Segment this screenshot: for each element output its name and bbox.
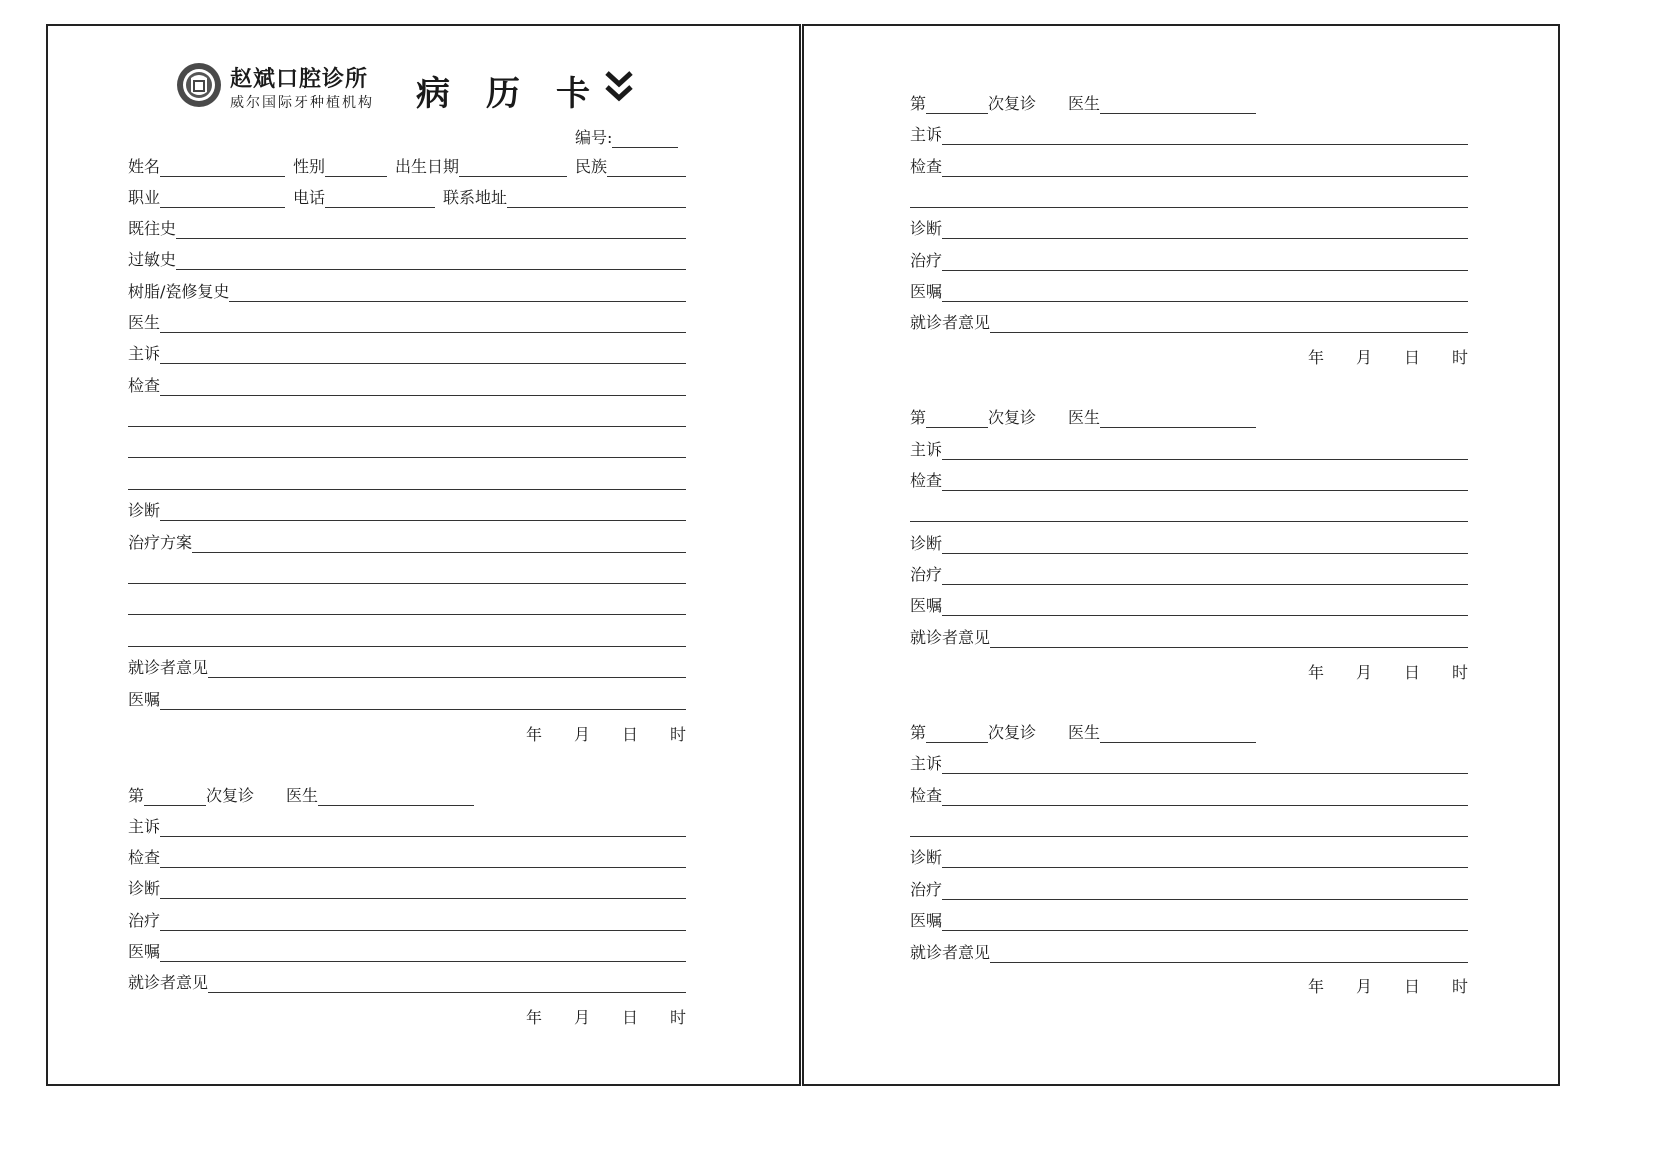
followup-signature-date [1210,974,1468,994]
address-label: 联系地址 [443,188,508,207]
restoration-history-row [128,280,686,302]
exam-label: 检查 [128,376,161,395]
followup-treatment-field[interactable] [942,879,1468,900]
followup-diagnosis-field[interactable] [942,847,1468,868]
followup-diagnosis-row [910,217,1468,239]
followup-treatment-field[interactable] [942,250,1468,271]
followup-complaint-field[interactable] [942,124,1468,145]
followup-exam-row [910,155,1468,177]
followup-opinion-label: 就诊者意见 [910,628,991,647]
followup-opinion-row [910,626,1468,648]
followup-advice-field[interactable] [942,281,1468,302]
followup-exam-field[interactable] [942,156,1468,177]
occupation-field[interactable] [160,187,285,208]
followup-diagnosis-label: 诊断 [128,879,161,898]
exam-row [128,374,686,396]
followup-diagnosis-row [910,846,1468,868]
followup-signature-date [1210,345,1468,365]
birth-date-field[interactable] [459,156,567,177]
treatment-plan-line-3 [128,593,686,615]
followup-header [910,721,1256,743]
followup-exam-row [128,846,686,868]
followup-treatment-label: 治疗 [910,251,943,270]
day-label: 日 [1403,977,1420,996]
followup-doctor-label: 医生 [1068,723,1101,742]
followup-treatment-field[interactable] [942,564,1468,585]
name-label: 姓名 [128,157,161,176]
diagnosis-row [128,499,686,521]
patient-opinion-row [128,656,686,678]
clinic-subtitle: 威尔国际牙种植机构 [230,95,374,111]
followup-opinion-field[interactable] [990,312,1468,333]
day-label: 日 [1403,663,1420,682]
followup-advice-label: 医嘱 [910,911,943,930]
patient-opinion-label: 就诊者意见 [128,658,209,677]
hour-label: 时 [669,1008,686,1027]
year-label: 年 [1307,348,1324,367]
followup-diagnosis-label: 诊断 [910,848,943,867]
exam-line-2 [128,405,686,427]
phone-field[interactable] [325,187,435,208]
followup-complaint-field[interactable] [942,439,1468,460]
exam-field-3[interactable] [128,437,686,458]
year-label: 年 [1307,977,1324,996]
month-label: 月 [573,725,590,744]
day-label: 日 [621,725,638,744]
followup-exam-label: 检查 [910,157,943,176]
followup-diagnosis-row [128,877,686,899]
followup-treatment-field[interactable] [160,910,686,931]
exam-line-4 [128,468,686,490]
followup-exam-field-2[interactable] [910,816,1468,837]
followup-exam-label: 检查 [128,848,161,867]
followup-suffix: 次复诊 [988,94,1037,113]
followup-doctor-label: 医生 [286,786,319,805]
followup-number-field[interactable] [926,722,988,743]
serial-label: 编号: [575,128,613,147]
followup-doctor-field[interactable] [1100,407,1256,428]
followup-opinion-field[interactable] [208,972,686,993]
hour-label: 时 [1451,348,1468,367]
followup-advice-label: 医嘱 [910,596,943,615]
signature-date [428,722,686,742]
followup-complaint-field[interactable] [160,816,686,837]
followup-opinion-field[interactable] [990,627,1468,648]
followup-advice-label: 医嘱 [910,282,943,301]
followup-treatment-label: 治疗 [910,880,943,899]
gender-field[interactable] [325,156,387,177]
day-label: 日 [621,1008,638,1027]
followup-complaint-label: 主诉 [910,440,943,459]
followup-treatment-row [128,909,686,931]
followup-number-field[interactable] [926,407,988,428]
patient-opinion-field[interactable] [208,657,686,678]
followup-diagnosis-field[interactable] [942,218,1468,239]
medical-history-label: 既往史 [128,219,177,238]
treatment-plan-row [128,531,686,553]
identity-row-1 [128,155,686,177]
followup-diagnosis-label: 诊断 [910,534,943,553]
followup-complaint-row [128,815,686,837]
hour-label: 时 [1451,977,1468,996]
year-label: 年 [1307,663,1324,682]
exam-field-4[interactable] [128,469,686,490]
treatment-plan-line-4 [128,625,686,647]
followup-advice-row [910,909,1468,931]
complaint-field[interactable] [160,343,686,364]
treatment-plan-field-3[interactable] [128,594,686,615]
followup-exam-field[interactable] [942,785,1468,806]
followup-exam-line-2 [910,186,1468,208]
allergy-history-row [128,248,686,270]
followup-diagnosis-field[interactable] [160,878,686,899]
birth-date-label: 出生日期 [395,157,460,176]
followup-advice-row [910,594,1468,616]
followup-header [910,92,1256,114]
gender-label: 性别 [293,157,326,176]
hour-label: 时 [669,725,686,744]
followup-diagnosis-field[interactable] [942,533,1468,554]
followup-treatment-row [910,878,1468,900]
ethnicity-label: 民族 [575,157,608,176]
followup-doctor-field[interactable] [318,785,474,806]
followup-exam-label: 检查 [910,786,943,805]
followup-exam-label: 检查 [910,471,943,490]
followup-complaint-row [910,438,1468,460]
followup-exam-field[interactable] [942,470,1468,491]
followup-advice-label: 医嘱 [128,942,161,961]
exam-line-3 [128,436,686,458]
followup-doctor-label: 医生 [1068,408,1101,427]
treatment-plan-field-2[interactable] [128,563,686,584]
followup-exam-row [910,784,1468,806]
followup-suffix: 次复诊 [988,408,1037,427]
serial-field[interactable] [612,127,678,148]
followup-exam-field[interactable] [160,847,686,868]
followup-exam-row [910,469,1468,491]
followup-opinion-row [910,311,1468,333]
followup-diagnosis-row [910,532,1468,554]
followup-signature-date [428,1005,686,1025]
complaint-label: 主诉 [128,344,161,363]
followup-advice-row [128,940,686,962]
followup-opinion-row [128,971,686,993]
followup-suffix: 次复诊 [206,786,255,805]
restoration-history-field[interactable] [229,281,686,302]
ethnicity-field[interactable] [607,156,686,177]
followup-number-field[interactable] [926,93,988,114]
exam-field[interactable] [160,375,686,396]
followup-exam-field-2[interactable] [910,187,1468,208]
month-label: 月 [1355,663,1372,682]
restoration-history-label: 树脂/瓷修复史 [128,282,230,301]
identity-row-2 [128,186,686,208]
diagnosis-field[interactable] [160,500,686,521]
followup-opinion-field[interactable] [990,942,1468,963]
followup-doctor-field[interactable] [1100,93,1256,114]
exam-field-2[interactable] [128,406,686,427]
followup-opinion-row [910,941,1468,963]
allergy-history-label: 过敏史 [128,250,177,269]
medical-history-row [128,217,686,239]
followup-complaint-row [910,123,1468,145]
followup-opinion-label: 就诊者意见 [128,973,209,992]
medical-history-field[interactable] [176,218,686,239]
year-label: 年 [525,725,542,744]
followup-doctor-label: 医生 [1068,94,1101,113]
followup-suffix: 次复诊 [988,723,1037,742]
serial-number-row [575,126,678,148]
double-chevron-down-icon [604,70,634,104]
followup-header [910,406,1256,428]
followup-exam-line-2 [910,500,1468,522]
clinic-logo-icon [176,62,222,108]
occupation-label: 职业 [128,188,161,207]
doctor-label: 医生 [128,313,161,332]
doctor-row [128,311,686,333]
followup-advice-row [910,280,1468,302]
month-label: 月 [1355,348,1372,367]
card-title: 病历卡 [416,74,626,114]
year-label: 年 [525,1008,542,1027]
followup-complaint-label: 主诉 [910,754,943,773]
followup-treatment-label: 治疗 [128,911,161,930]
followup-prefix: 第 [910,723,927,742]
clinic-name: 赵斌口腔诊所 [230,67,369,92]
advice-label: 医嘱 [128,690,161,709]
day-label: 日 [1403,348,1420,367]
followup-complaint-row [910,752,1468,774]
followup-doctor-field[interactable] [1100,722,1256,743]
followup-number-field[interactable] [144,785,206,806]
followup-signature-date [1210,660,1468,680]
advice-field[interactable] [160,689,686,710]
followup-complaint-field[interactable] [942,753,1468,774]
treatment-plan-label: 治疗方案 [128,533,193,552]
allergy-history-field[interactable] [176,249,686,270]
followup-treatment-row [910,563,1468,585]
followup-diagnosis-label: 诊断 [910,219,943,238]
followup-prefix: 第 [910,94,927,113]
treatment-plan-field[interactable] [192,532,686,553]
followup-opinion-label: 就诊者意见 [910,943,991,962]
month-label: 月 [1355,977,1372,996]
treatment-plan-field-4[interactable] [128,626,686,647]
followup-header [128,784,474,806]
phone-label: 电话 [293,188,326,207]
hour-label: 时 [1451,663,1468,682]
followup-prefix: 第 [910,408,927,427]
followup-complaint-label: 主诉 [910,125,943,144]
address-field[interactable] [507,187,686,208]
name-field[interactable] [160,156,285,177]
followup-exam-line-2 [910,815,1468,837]
doctor-field[interactable] [160,312,686,333]
followup-exam-field-2[interactable] [910,501,1468,522]
advice-row [128,688,686,710]
followup-advice-field[interactable] [942,595,1468,616]
complaint-row [128,342,686,364]
diagnosis-label: 诊断 [128,501,161,520]
followup-treatment-row [910,249,1468,271]
followup-complaint-label: 主诉 [128,817,161,836]
month-label: 月 [573,1008,590,1027]
followup-prefix: 第 [128,786,145,805]
followup-treatment-label: 治疗 [910,565,943,584]
followup-advice-field[interactable] [160,941,686,962]
followup-advice-field[interactable] [942,910,1468,931]
treatment-plan-line-2 [128,562,686,584]
followup-opinion-label: 就诊者意见 [910,313,991,332]
